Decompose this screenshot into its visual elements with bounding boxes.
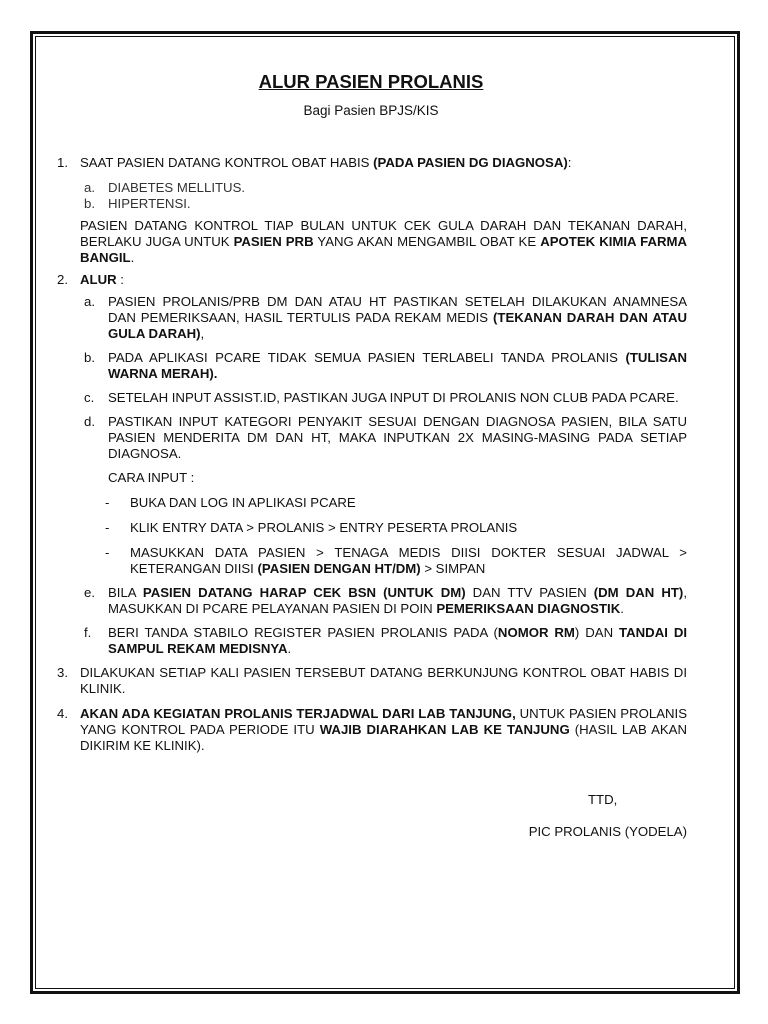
item-text: (HASIL LAB AKAN DIKIRIM KE KLINIK). — [80, 722, 687, 753]
step-3 — [55, 545, 687, 577]
sub-bold: (TEKANAN DARAH DAN ATAU GULA DARAH) — [108, 310, 687, 341]
dash-bullet: - — [105, 545, 110, 560]
sub-letter: a. — [84, 294, 95, 309]
sub-item-b — [55, 196, 687, 212]
sub-text: PADA APLIKASI PCARE TIDAK SEMUA PASIEN TERLABELI TANDA PROLANIS — [108, 350, 626, 365]
sub-bold: PEMERIKSAAN DIAGNOSTIK — [436, 601, 621, 616]
sub-item-2b — [55, 350, 687, 382]
sub-item-a — [55, 180, 687, 196]
sub-letter: a. — [84, 180, 95, 195]
list-item-4 — [55, 706, 687, 754]
item-bold-text: (PADA PASIEN DG DIAGNOSA) — [373, 155, 568, 170]
sub-text: PASTIKAN INPUT KATEGORI PENYAKIT SESUAI DENGAN DIAGNOSA PASIEN, BILA SATU PASIEN MENDERITA DM DAN HT, MAKA INPUTKAN 2X MASING-MASING PADA SETIAP DIAGNOSA. — [108, 414, 687, 461]
step-text-tail: > SIMPAN — [420, 561, 486, 576]
sub-item-2d — [55, 414, 687, 462]
para-bold: PASIEN PRB — [233, 234, 314, 249]
sub-text-tail: , — [200, 326, 205, 341]
signature-pic: PIC PROLANIS (YODELA) — [528, 824, 687, 839]
step-bold: (PASIEN DENGAN HT/DM) — [257, 561, 421, 576]
document-title: ALUR PASIEN PROLANIS — [258, 71, 484, 92]
sub-letter: b. — [84, 350, 95, 365]
para-text: YANG AKAN MENGAMBIL OBAT KE — [313, 234, 541, 249]
cara-input-label: CARA INPUT : — [108, 470, 195, 485]
sub-text: BILA — [108, 585, 143, 600]
para-text: . — [130, 250, 135, 265]
step-text: BUKA DAN LOG IN APLIKASI PCARE — [130, 495, 356, 510]
sub-letter: d. — [84, 414, 95, 429]
item-text: SAAT PASIEN DATANG KONTROL OBAT HABIS — [80, 155, 374, 170]
list-number: 3. — [57, 665, 68, 680]
sub-text: SETELAH INPUT ASSIST.ID, PASTIKAN JUGA INPUT DI PROLANIS NON CLUB PADA PCARE. — [108, 390, 679, 405]
list-item-1 — [55, 155, 687, 171]
item-text: UNTUK PASIEN PROLANIS YANG KONTROL PADA PERIODE ITU — [80, 706, 687, 737]
document-subtitle: Bagi Pasien BPJS/KIS — [303, 103, 439, 118]
item-bold-label: ALUR — [80, 272, 117, 287]
item-text: DILAKUKAN SETIAP KALI PASIEN TERSEBUT DATANG BERKUNJUNG KONTROL OBAT HABIS DI KLINIK. — [80, 665, 687, 696]
list-item-3 — [55, 665, 687, 697]
sub-bold: (DM DAN HT) — [593, 585, 684, 600]
sub-item-2a — [55, 294, 687, 342]
sub-text: DAN TTV PASIEN — [465, 585, 594, 600]
step-text: MASUKKAN DATA PASIEN > TENAGA MEDIS DIISI DOKTER SESUAI JADWAL > KETERANGAN DIISI — [130, 545, 687, 576]
signature-ttd: TTD, — [588, 792, 618, 807]
item-bold: AKAN ADA KEGIATAN PROLANIS TERJADWAL DARI LAB TANJUNG, — [80, 706, 516, 721]
sub-text: DIABETES MELLITUS. — [108, 180, 246, 195]
step-1 — [55, 495, 687, 511]
sub-text: . — [287, 641, 292, 656]
sub-item-2e — [55, 585, 687, 617]
item-bold: WAJIB DIARAHKAN LAB KE TANJUNG — [319, 722, 570, 737]
item-1-paragraph — [55, 218, 687, 266]
list-number: 4. — [57, 706, 68, 721]
sub-text: . — [620, 601, 624, 616]
document-content — [55, 70, 687, 840]
sub-item-2c — [55, 390, 687, 406]
step-text: KLIK ENTRY DATA > PROLANIS > ENTRY PESERTA PROLANIS — [130, 520, 518, 535]
item-text-tail: : — [116, 272, 124, 287]
sub-letter: c. — [84, 390, 95, 405]
sub-text: PASIEN PROLANIS/PRB DM DAN ATAU HT PASTIKAN SETELAH DILAKUKAN ANAMNESA DAN PEMERIKSAAN, HASIL TERTULIS PADA REKAM MEDIS — [108, 294, 687, 325]
signature-ttd-row — [55, 792, 687, 808]
dash-bullet: - — [105, 495, 110, 510]
item-text-tail: : — [567, 155, 572, 170]
list-number: 2. — [57, 272, 68, 287]
sub-bold: TANDAI DI SAMPUL REKAM MEDISNYA — [108, 625, 688, 656]
step-2 — [55, 520, 687, 536]
sub-bold: PASIEN DATANG HARAP CEK BSN (UNTUK DM) — [142, 585, 466, 600]
sub-item-2f — [55, 625, 687, 657]
sub-letter: b. — [84, 196, 95, 211]
para-text: PASIEN DATANG KONTROL TIAP BULAN UNTUK CEK GULA DARAH DAN TEKANAN DARAH, BERLAKU JUGA UNTUK — [80, 218, 687, 249]
sub-bold: (TULISAN WARNA MERAH). — [108, 350, 687, 381]
sub-text: , MASUKKAN DI PCARE PELAYANAN PASIEN DI POIN — [108, 585, 687, 616]
sub-letter: f. — [84, 625, 92, 640]
dash-bullet: - — [105, 520, 110, 535]
sub-text: ) DAN — [574, 625, 620, 640]
para-bold: APOTEK KIMIA FARMA BANGIL — [80, 234, 687, 265]
sub-bold: NOMOR RM — [497, 625, 575, 640]
list-number: 1. — [57, 155, 68, 170]
list-item-2 — [55, 272, 687, 288]
sub-letter: e. — [84, 585, 95, 600]
sub-text: BERI TANDA STABILO REGISTER PASIEN PROLANIS PADA ( — [108, 625, 498, 640]
sub-text: HIPERTENSI. — [108, 196, 191, 211]
